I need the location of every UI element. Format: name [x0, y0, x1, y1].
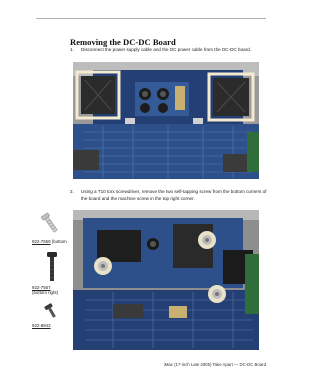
part-label-1	[32, 239, 67, 244]
machine-screw-icon	[42, 302, 60, 320]
section-title: Removing the DC-DC Board	[70, 37, 176, 47]
part-code-1: 922-7559	[32, 239, 51, 244]
part-code-3: 922-8842	[32, 323, 51, 328]
step-2	[70, 189, 270, 203]
step-2-number: 2.	[70, 189, 74, 194]
part-note-1: (bottom	[51, 239, 67, 244]
header-rule	[36, 18, 266, 19]
step-1-text: Disconnect the power supply cable and the DC power cable from the DC-DC board.	[81, 47, 252, 52]
step-1	[70, 47, 270, 55]
dc-dc-board-screws-photo	[73, 210, 259, 350]
page-footer: iMac (17-inch Late 2006) Take Apart — DC-DC Board	[163, 362, 266, 367]
step-2-text-line-1: Using a T10 torx screwdriver, remove the two self-tapping screw from the bottom corners of	[81, 189, 267, 194]
part-label-3	[32, 323, 51, 328]
black-screw-icon	[44, 251, 60, 283]
part-screw-922-7559	[32, 211, 72, 245]
self-tapping-screw-icon	[38, 211, 62, 235]
part-note-2: (bottom right)	[32, 290, 59, 296]
step-2-text-line-2: the board and the machine screw in the top right corner.	[81, 196, 195, 201]
part-label-2	[32, 285, 58, 296]
part-screw-922-7557	[32, 251, 72, 296]
dc-dc-board-photo	[73, 62, 259, 179]
part-screw-922-8842	[32, 302, 72, 330]
part-code-2: 922-7557	[32, 285, 51, 290]
step-1-number: 1.	[70, 47, 74, 52]
